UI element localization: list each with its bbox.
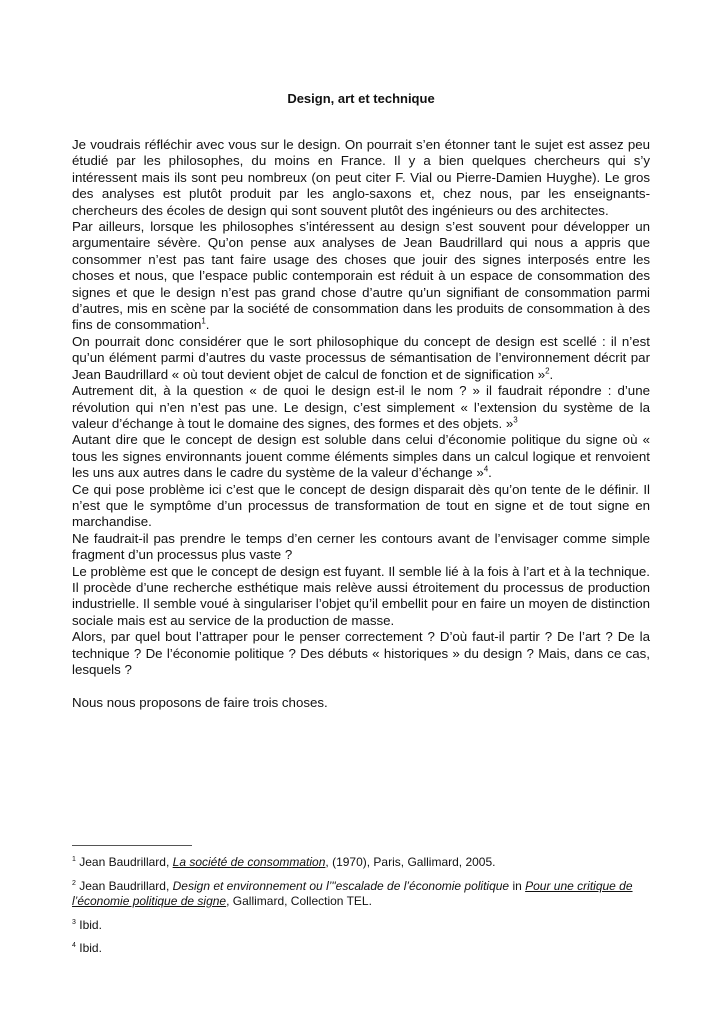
footnote-ref[interactable]: 3 (513, 415, 518, 425)
paragraph-text: Ne faudrait-il pas prendre le temps d’en cerner les contours avant de l’envisager comme simple fragment d’un processus plus vaste ? (72, 530, 650, 563)
footnote: $^1$ Jean Baudrillard, La société de consommation, (1970), Paris, Gallimard, 2005. (72, 855, 496, 869)
paragraph-text: Par ailleurs, lorsque les philosophes s’intéressent au design s’est souvent pour développer un argumentaire sévère. Qu’on pense aux analyses de Jean Baudrillard qui nous a appris que consommer n’est pas tant faire usage des choses que jouir des signes interposés entre les choses et nous, que l’espace public contemporain est réduit à un espace de consommation des signes et que le design n’est pas grand chose d’autre qu’un signifiant de consommation parmi d’autres, mis en scène par la société de consommation dans les produits de consommation à des fins de consommation (72, 219, 650, 333)
paragraph (72, 629, 650, 678)
paragraph: Par ailleurs, lorsque les philosophes s’intéressent au design s’est souvent pour développer un argumentaire sévère. Qu’on pense aux analyses de Jean Baudrillard qui nous a appris que consommer n’est pas tant faire usage des choses que jouir des signes interposés entre les choses et nous, que l’espace public contemporain est réduit à un espace de consommation des signes et que le design n’est pas grand chose d’autre qu’un signifiant de consommation parmi d’autres, mis en scène par la société de consommation dans les produits de consommation à des fins de consommation$^1$. (72, 219, 650, 333)
paragraph-text: Nous nous proposons de faire trois choses. (72, 694, 328, 710)
footnote: $^2$ Jean Baudrillard, Design et environnement ou l’"escalade de l’économie politique in Pour une critique de l’économie politique de signe, Gallimard, Collection TEL. (72, 878, 633, 908)
paragraph (72, 383, 650, 432)
footnote-ref[interactable]: 1 (201, 317, 206, 327)
paragraph-text: On pourrait donc considérer que le sort philosophique du concept de design est scellé : il n’est qu’un élément parmi d’autres du vaste processus de sémantisation de l’environnement décrit par Jean Baudrillard « où tout devient objet de calcul de fonction et de signification » (72, 333, 650, 382)
footnote-number: 2 (72, 879, 76, 887)
paragraph (72, 482, 650, 531)
paragraph-text: Autrement dit, à la question « de quoi le design est-il le nom ? » il faudrait répondre : d’une révolution qui n’en n’est pas une. Le design, c’est simplement « l’extension du système de la valeur d’échange à tout le domaine des signes, des formes et des objets. » (72, 383, 650, 431)
footnote-number: 1 (72, 856, 76, 863)
footnote-ref[interactable]: 2 (545, 366, 550, 376)
paragraph-text: Je voudrais réfléchir avec vous sur le design. On pourrait s’en étonner tant le sujet est assez peu étudié par les philosophes, du moins en France. Il y a bien quelques chercheurs qui s’y intéressent mais ils sont peu nombreux (on peut citer F. Vial ou Pierre-Damien Huyghe). Le gros des analyses est plutôt produit par les anglo-saxons et, chez nous, par les enseignants-chercheurs des écoles de design qui sont souvent plutôt des ingénieurs ou des architectes. (72, 137, 650, 218)
paragraph: Autant dire que le concept de design est soluble dans celui d’économie politique du signe où « tous les signes environnants jouent comme éléments simples dans un calcul logique et renvoient les uns aux autres dans le cadre du système de la valeur d’échange »$^4$. (72, 432, 650, 481)
paragraph: On pourrait donc considérer que le sort philosophique du concept de design est scellé : il n’est qu’un élément parmi d’autres du vaste processus de sémantisation de l’environnement décrit par Jean Baudrillard « où tout devient objet de calcul de fonction et de signification »$^2$. (72, 333, 650, 382)
footnote-ref[interactable]: 4 (483, 464, 489, 474)
document-body (72, 137, 650, 711)
paragraph (72, 137, 650, 219)
document-title: Design, art et technique (287, 91, 435, 106)
footnote-separator (72, 845, 192, 846)
paragraph-text: Autant dire que le concept de design est soluble dans celui d’économie politique du signe où « tous les signes environnants jouent comme éléments simples dans un calcul logique et renvoient les uns aux autres dans le cadre du système de la valeur d’échange » (72, 432, 650, 481)
footnote-link[interactable]: La société de consommation (172, 855, 326, 869)
paragraph-text: Ce qui pose problème ici c’est que le concept de design disparait dès qu’on tente de le définir. Il n’est que le symptôme d’un processus de transformation de tout en signe et de tout signe en marchandise. (72, 481, 650, 530)
paragraph (72, 695, 650, 711)
footnote: $^3$ Ibid. (72, 917, 102, 932)
paragraph (72, 531, 650, 564)
footnote-number: 3 (72, 918, 76, 926)
footnote-number: 4 (72, 942, 76, 949)
paragraph-text: Le problème est que le concept de design est fuyant. Il semble lié à la fois à l’art et à la technique. Il procède d’une recherche esthétique mais relève aussi étroitement du processus de production industrielle. Il semble voué à singulariser l’objet qu’il embellit pour en faire un moyen de distinction sociale mais est au service de la production de masse. (72, 563, 650, 628)
footnotes (72, 855, 650, 965)
paragraph (72, 564, 650, 630)
footnote: $^4$ Ibid. (72, 941, 102, 955)
footnote-link[interactable]: Pour une critique de l’économie politique de signe (72, 878, 633, 908)
paragraph-text: Alors, par quel bout l’attraper pour le penser correctement ? D’où faut-il partir ? De l’art ? De la technique ? De l’économie politique ? Des débuts « historiques » du design ? Mais, dans ce cas, lesquels ? (72, 629, 650, 677)
footnote-title: Design et environnement ou l’"escalade de l’économie politique (172, 878, 510, 893)
